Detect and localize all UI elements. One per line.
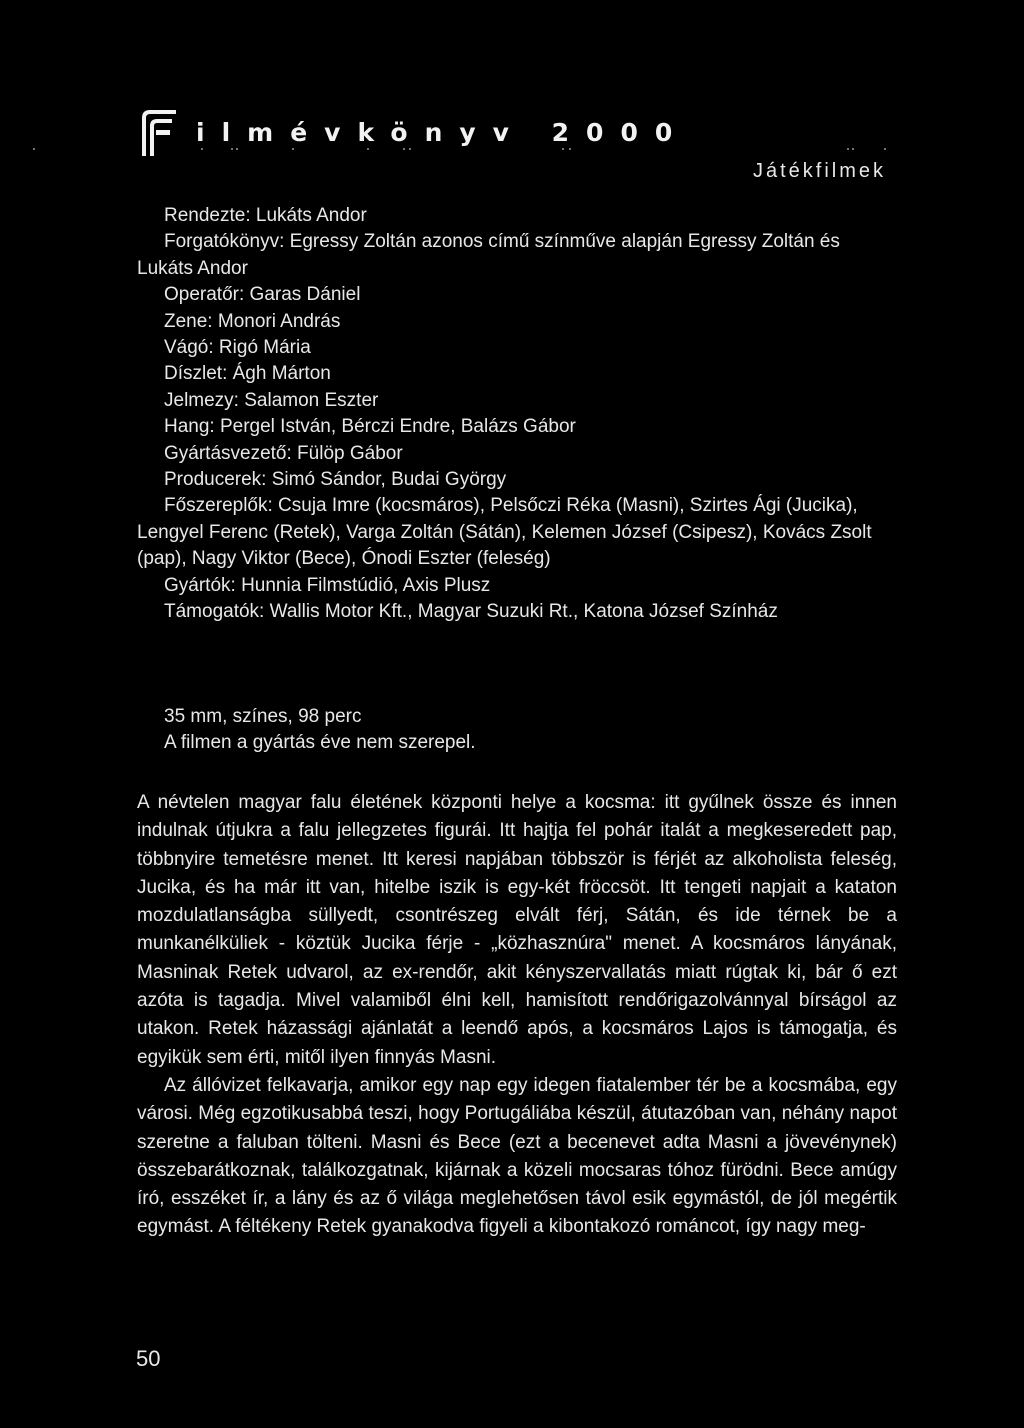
credit-screenplay: Forgatókönyv: Egressy Zoltán azonos című színműve alapján Egressy Zoltán és Lukáts Andor [137,231,840,279]
synopsis-paragraph: Az állóvizet felkavarja, amikor egy nap egy idegen fiatalember tér be a kocsmába, egy városi. Még egzotikusabbá teszi, hogy Portugáliába készül, átutazóban van, néhány napot szeretne a faluban tölteni. Masni és Bece (ezt a becenevet adta Masni a jövevénynek) összebarátkoznak, találkozgatnak, kijárnak a közeli mocsaras tóhoz fürödni. Bece amúgy író, esszéket ír, a lány és az ő világa meglehetősen távol esik egymástól, de jól megértik egymást. A féltékeny Retek gyanakodva figyeli a kibontakozó románcot, így nagy meg- [137,1074,897,1238]
page-number: 50 [136,1346,161,1371]
credits-block [137,203,897,626]
credit-set: Díszlet: Ágh Márton [164,363,331,385]
credit-producers: Producerek: Simó Sándor, Budai György [164,469,507,491]
synopsis [137,789,897,1242]
header-dotted-rule [30,146,890,152]
synopsis-paragraph: A névtelen magyar falu életének központi helye a kocsma: itt gyűlnek össze és innen indulnak útjukra a falu jellegzetes figurái. Itt hajtja fel pohár italát a megkeseredett pap, többnyire temetésre menet. Itt keresi napjában többször is férjét az alkoholista feleség, Jucika, és ha már itt van, hitelbe iszik is egy-két fröccsöt. Itt tengeti napjait a kataton mozdulatlanságba süllyedt, csontrészeg elvált férj, Sátán, és ide térnek be a munkanélküliek - köztük Jucika férje - „közhasznúra" menet. A kocsmáros lányának, Masninak Retek udvarol, az ex-rendőr, akit kényszervallatás miatt rúgtak ki, bár ő ezt azóta is tagadja. Mivel valamiből élni kell, hamisított rendőrigazolvánnyal bírságol az utakon. Retek házassági ajánlatát a leendő após, a kocsmáros Lajos is támogatja, és egyikük sem érti, mitől ilyen finnyás Masni. [137,792,897,1068]
credit-sound: Hang: Pergel István, Bérczi Endre, Balázs Gábor [164,416,576,438]
tech-note: A filmen a gyártás éve nem szerepel. [164,732,476,754]
section-label: Játékfilmek [752,160,886,182]
credit-studios: Gyártók: Hunnia Filmstúdió, Axis Plusz [164,574,491,596]
credit-sponsors: Támogatók: Wallis Motor Kft., Magyar Suzuki Rt., Katona József Színház [164,601,778,623]
technical-info [137,704,897,757]
credit-camera: Operatőr: Garas Dániel [164,284,361,306]
credit-editor: Vágó: Rigó Mária [164,337,311,359]
credit-production-manager: Gyártásvezető: Fülöp Gábor [164,442,403,464]
credit-cast: Főszereplők: Csuja Imre (kocsmáros), Pelsőczi Réka (Masni), Szirtes Ági (Jucika), Lengyel Ferenc (Retek), Varga Zoltán (Sátán), Kelemen József (Csipesz), Kovács Zsolt (pap), Nagy Viktor (Bece), Ónodi Eszter (feleség) [137,495,872,570]
credit-music: Zene: Monori András [164,310,341,332]
credit-director: Rendezte: Lukáts Andor [164,205,367,226]
credit-costume: Jelmezy: Salamon Eszter [164,389,379,411]
yearbook-title: ilmévkönyv 2000 [196,118,690,147]
tech-format: 35 mm, színes, 98 perc [164,706,362,727]
